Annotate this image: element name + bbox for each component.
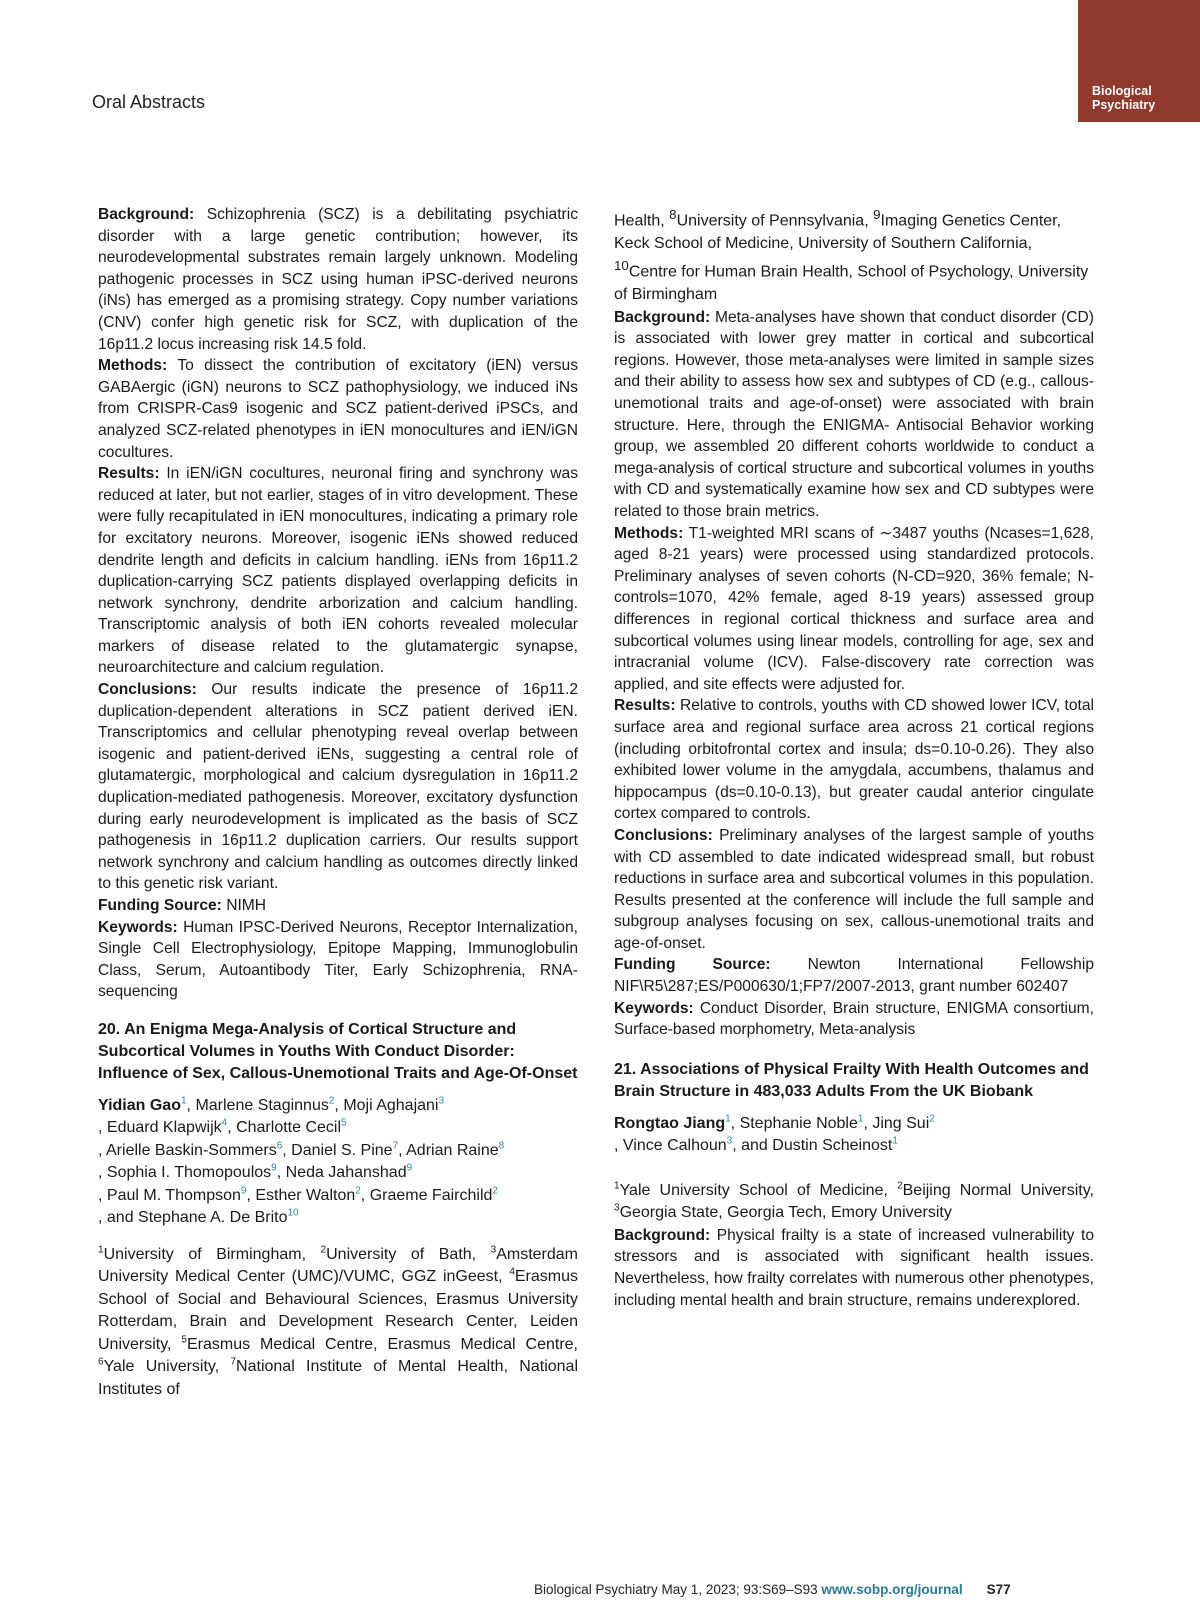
left-column: [98, 204, 578, 1401]
author-affil-ref: 2: [355, 1185, 361, 1197]
affil-number: 1: [614, 1180, 620, 1192]
affil-number: 3: [614, 1203, 620, 1215]
affil-text: Erasmus Medical Centre, Erasmus Medical Centre,: [186, 1335, 578, 1353]
affil-number: 10: [614, 258, 629, 274]
section-header: Oral Abstracts: [92, 92, 206, 112]
journal-name: [1092, 84, 1155, 112]
background-paragraph: [614, 307, 1094, 523]
author-name: , Esther Walton: [246, 1186, 356, 1204]
author-affil-ref: 8: [498, 1140, 505, 1152]
methods-paragraph: [98, 355, 578, 463]
affil-text: Beijing Normal University,: [902, 1181, 1094, 1199]
affil-number: 2: [320, 1244, 327, 1256]
background-text: Schizophrenia (SCZ) is a debilitating psychiatric disorder with a large genetic contribution; however, its neurodevelopmental substrates remain largely unknown. Modeling pathogenic processes in SCZ using human iPSC-derived neurons (iNs) has emerged as a promising strategy. Copy number variations (CNV) confer high genetic risk for SCZ, with duplication of the 16p11.2 locus increasing risk 14.5 fold.: [98, 206, 578, 353]
author-affil-ref: 7: [392, 1140, 399, 1152]
background-label: Background:: [98, 206, 195, 223]
conclusions-text: Preliminary analyses of the largest sample of youths with CD assembled to date indicated widespread small, but robust reductions in surface area and subcortical volumes in this population. Results presented at the conference will include the full sample and subgroup analyses focusing on sex, callous-unemotional traits and age-of-onset.: [614, 826, 1094, 952]
affil-number: 1: [98, 1244, 104, 1256]
author-affil-ref: 2: [492, 1185, 498, 1197]
funding-label: Funding Source:: [614, 956, 771, 974]
author-affil-ref: 2: [929, 1113, 935, 1125]
page-number: S77: [986, 1582, 1011, 1597]
funding-paragraph: [98, 895, 578, 917]
funding-text: NIMH: [221, 897, 267, 914]
affil-text: Yale University School of Medicine,: [619, 1181, 898, 1199]
conclusions-text: Our results indicate the presence of 16p11.2 duplication-dependent alterations in SCZ patient derived iEN. Transcriptomics and cellular phenotyping reveal overlap between isogenic and patient-derived iENs, suggesting a central role of glutamatergic, morphological and calcium dysregulation in 16p11.2 duplication-mediated pathogenesis. Moreover, excitatory dysfunction during early neurodevelopment is implicated as the basis of SCZ pathogenesis in 16p11.2 duplication carriers. Our results support network synchrony and calcium handling as outcomes directly linked to this genetic risk variant.: [98, 681, 578, 893]
author-name: Rongtao Jiang: [614, 1114, 726, 1132]
journal-name-line1: Biological: [1092, 84, 1152, 98]
abstract-20-authors: [98, 1095, 578, 1230]
affil-number: 4: [509, 1267, 515, 1279]
methods-text: T1-weighted MRI scans of ∼3487 youths (Ncases=1,628, aged 8-21 years) were processed using standardized protocols. Preliminary analyses of seven cohorts (N-CD=920, 36% female; N-controls=1070, 42% female, aged 8-19 years) assessed group differences in regional cortical thickness and surface area and subcortical volumes using linear models, controlling for age, sex and intracranial volume (ICV). False-discovery rate correction was applied, and site effects were adjusted for.: [614, 524, 1094, 693]
author-affil-ref: 10: [287, 1208, 299, 1220]
author-name: , Adrian Raine: [398, 1141, 499, 1159]
results-label: Results:: [98, 465, 160, 483]
keywords-paragraph: [614, 998, 1094, 1041]
author-affil-ref: 4: [221, 1118, 228, 1130]
affil-text: Yale University,: [103, 1358, 231, 1376]
keywords-paragraph: [98, 917, 578, 1003]
author-affil-ref: 5: [341, 1118, 347, 1130]
author-name: , and Dustin Scheinost: [732, 1137, 893, 1155]
background-text: Meta-analyses have shown that conduct disorder (CD) is associated with lower grey matter in cortical and subcortical regions. However, those meta-analyses were limited in sample sizes and their ability to assess how sex and subtypes of CD (e.g., callous-unemotional traits and age-of-onset) were associated with brain structure. Here, through the ENIGMA- Antisocial Behavior working group, we assembled 20 different cohorts worldwide to conduct a mega-analysis of cortical structure and subcortical volumes in youths with CD and systematically examine how sex and CD subtypes were related to those brain metrics.: [614, 308, 1094, 520]
results-paragraph: [98, 463, 578, 679]
abstract-20-affiliations: [98, 1244, 578, 1402]
journal-name-line2: Psychiatry: [1092, 98, 1156, 112]
results-text: Relative to controls, youths with CD showed lower ICV, total surface area and regional surface area across 21 cortical regions (including orbitofrontal cortex and insula; ds=0.10-0.26). They also exhibited lower volume in the amygdala, accumbens, thalamus and hippocampus (ds=0.10-0.13), but greater caudal anterior cingulate cortex compared to controls.: [614, 697, 1094, 823]
abstract-21-background-paragraph: [614, 1225, 1094, 1311]
conclusions-paragraph: [98, 679, 578, 895]
abstract-21-title: 21. Associations of Physical Frailty With Health Outcomes and Brain Structure in 483,033 Adults From the UK Biobank: [614, 1060, 1089, 1100]
abstract-21-affiliations: [614, 1180, 1094, 1225]
author-affil-ref: 6: [276, 1140, 283, 1152]
affil-text: University of Birmingham,: [103, 1245, 321, 1263]
author-affil-ref: 1: [892, 1136, 898, 1148]
author-name: , Charlotte Cecil: [227, 1119, 342, 1137]
journal-badge: [1078, 0, 1200, 122]
author-affil-ref: 3: [438, 1095, 445, 1107]
conclusions-label: Conclusions:: [614, 826, 713, 844]
author-name: , Moji Aghajani: [334, 1096, 439, 1114]
background-label: Background:: [614, 1226, 711, 1244]
abstract-20-title: 20. An Enigma Mega-Analysis of Cortical Structure and Subcortical Volumes in Youths With Conduct Disorder: Influence of Sex, Callous-Unemotional Traits and Age-Of-Onset: [98, 1020, 578, 1082]
background-label: Background:: [614, 308, 711, 326]
author-affil-ref: 9: [271, 1163, 277, 1175]
affil-number: 3: [490, 1244, 497, 1256]
affil-text: Imaging Genetics Center, Keck School of Medicine, University of Southern California,: [614, 212, 1062, 252]
keywords-text: Human IPSC-Derived Neurons, Receptor Internalization, Single Cell Electrophysiology, Epitope Mapping, Immunoglobulin Class, Serum, Autoantibody Titer, Early Schizophrenia, RNA-sequencing: [98, 918, 578, 1001]
affil-text: University of Bath,: [326, 1245, 491, 1263]
background-paragraph: [98, 204, 578, 355]
affil-number: 7: [230, 1357, 237, 1369]
right-column: [614, 204, 1094, 1311]
author-name: , Eduard Klapwijk: [98, 1119, 222, 1137]
author-name: , and Stephane A. De Brito: [98, 1209, 288, 1227]
page-footer: [534, 1582, 1011, 1597]
author-name: , Daniel S. Pine: [282, 1141, 393, 1159]
funding-text: Newton International Fellowship NIF\R5\287;ES/P000630/1;FP7/2007-2013, grant number 602407: [614, 956, 1094, 996]
author-name: , Graeme Fairchild: [360, 1186, 493, 1204]
author-name: , Jing Sui: [863, 1114, 930, 1132]
author-name: , Arielle Baskin-Sommers: [98, 1141, 277, 1159]
conclusions-paragraph: [614, 825, 1094, 955]
keywords-label: Keywords:: [98, 918, 178, 936]
author-affil-ref: 1: [725, 1113, 731, 1125]
results-paragraph: [614, 695, 1094, 825]
results-text: In iEN/iGN cocultures, neuronal firing and synchrony was reduced at later, but not earlier, stages of in vitro development. These were fully recapitulated in iEN monocultures, indicating a primary role for excitatory neurons. Moreover, isogenic iENs showed reduced dendrite length and deficits in calcium handling. iENs from 16p11.2 duplication-carrying SCZ patients displayed overlapping deficits in network synchrony, dendrite arborization and calcium handling. Transcriptomic analysis of both iEN cohorts revealed molecular markers of disease related to the glutamatergic synapse, neuroarchitecture and calcium regulation.: [98, 465, 578, 677]
affil-text: Amsterdam University Medical Center (UMC)/VUMC, GGZ inGeest,: [98, 1245, 578, 1286]
affil-number: 5: [181, 1334, 187, 1346]
affil-number: 8: [669, 207, 677, 222]
methods-paragraph: [614, 523, 1094, 696]
methods-label: Methods:: [614, 524, 684, 542]
author-name: , Stephanie Noble: [730, 1114, 858, 1132]
affil-number: 2: [897, 1180, 903, 1192]
methods-label: Methods:: [98, 357, 168, 375]
affil-text: Centre for Human Brain Health, School of Psychology, University of Birmingham: [614, 263, 1089, 304]
author-affil-ref: 2: [328, 1095, 335, 1107]
author-affil-ref: 9: [406, 1163, 413, 1175]
author-name: , Marlene Staginnus: [186, 1096, 329, 1114]
author-affil-ref: 3: [726, 1136, 733, 1148]
affil-text: University of Pennsylvania,: [676, 212, 874, 230]
author-affil-ref: 1: [857, 1113, 864, 1125]
author-name: , Sophia I. Thomopoulos: [98, 1164, 272, 1182]
abstract-21-authors: [614, 1113, 1094, 1158]
author-affil-ref: 1: [180, 1095, 187, 1107]
author-name: , Paul M. Thompson: [98, 1186, 241, 1204]
author-name: , Neda Jahanshad: [276, 1164, 407, 1182]
conclusions-label: Conclusions:: [98, 681, 197, 699]
author-name: Yidian Gao: [98, 1096, 181, 1114]
affil-text: National Institute of Mental Health, National Institutes of: [98, 1358, 579, 1398]
affil-number: 9: [873, 207, 881, 222]
background-text: Physical frailty is a state of increased vulnerability to stressors and is associated with significant health issues. Nevertheless, how frailty correlates with numerous other phenotypes, including mental health and brain structure, remains underexplored.: [614, 1226, 1094, 1309]
affil-number: 6: [98, 1357, 104, 1369]
results-label: Results:: [614, 697, 676, 715]
keywords-text: Conduct Disorder, Brain structure, ENIGMA consortium, Surface-based morphometry, Meta-analysis: [614, 999, 1094, 1039]
footer-citation: Biological Psychiatry May 1, 2023; 93:S69–S93: [534, 1582, 822, 1597]
affil-text: Georgia State, Georgia Tech, Emory University: [619, 1204, 952, 1222]
author-affil-ref: 9: [240, 1185, 247, 1197]
affil-text: Erasmus School of Social and Behavioural Sciences, Erasmus University Rotterdam, Brain and Development Research Center, Leiden University,: [98, 1268, 578, 1353]
funding-label: Funding Source:: [98, 897, 222, 914]
affil-text: Health,: [614, 212, 670, 230]
funding-paragraph: [614, 954, 1094, 997]
journal-url-link[interactable]: www.sobp.org/journal: [821, 1582, 963, 1597]
keywords-label: Keywords:: [614, 999, 694, 1017]
abstract-20-affiliations-continued: [614, 204, 1094, 307]
author-name: , Vince Calhoun: [614, 1137, 727, 1155]
methods-text: To dissect the contribution of excitatory (iEN) versus GABAergic (iGN) neurons to SCZ pathophysiology, we induced iNs from CRISPR-Cas9 isogenic and SCZ patient-derived iPSCs, and analyzed SCZ-related phenotypes in iEN monocultures and iEN/iGN cocultures.: [98, 357, 578, 461]
